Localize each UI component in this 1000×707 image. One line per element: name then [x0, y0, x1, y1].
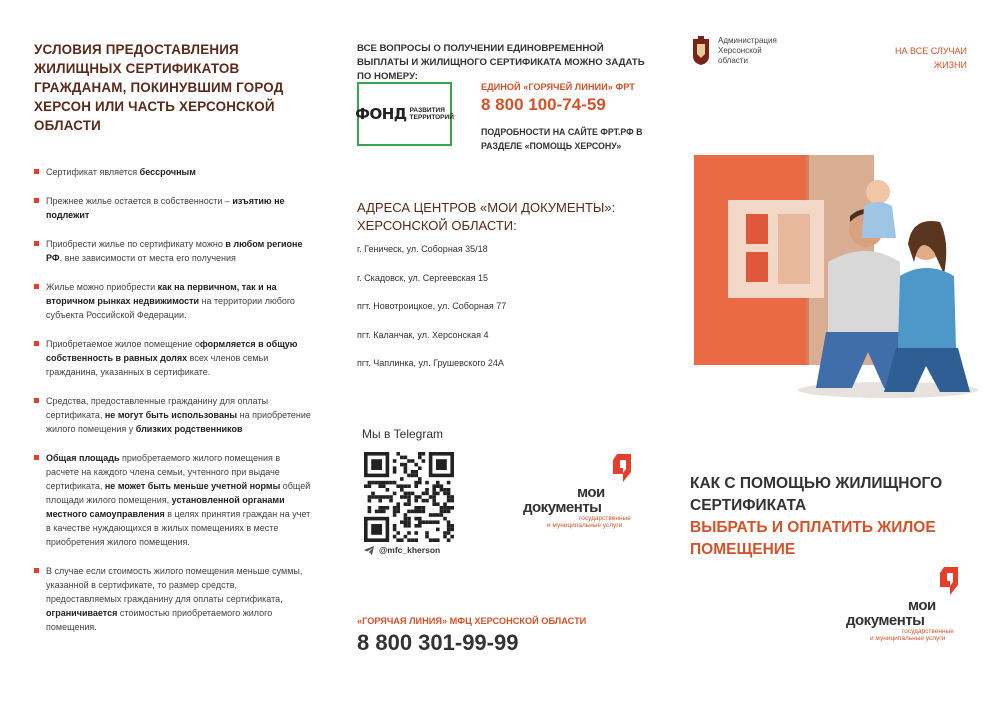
- condition-emphasis: Общая площадь: [46, 453, 120, 463]
- cover-panel: [666, 0, 1000, 707]
- condition-text: Сертификат является: [46, 167, 140, 177]
- bullet-square-icon: [34, 169, 39, 174]
- logo-tag-2: и муниципальные услуги: [870, 635, 946, 642]
- logo-word-moi: мои: [908, 597, 936, 614]
- condition-item: [34, 165, 313, 179]
- condition-text: Приобрести жилье по сертификату можно: [46, 239, 226, 249]
- condition-text: всех членов семьи гражданина, указанных в сертификате.: [46, 353, 269, 377]
- fond-logo-sub2: ТЕРРИТОРИЙ: [409, 114, 454, 121]
- frt-hotline-label: ЕДИНОЙ «ГОРЯЧЕЙ ЛИНИИ» ФРТ: [481, 82, 635, 92]
- condition-emphasis: установленной органами местного самоуправления: [46, 495, 285, 519]
- bullet-square-icon: [34, 241, 39, 246]
- condition-emphasis: в любом регионе РФ: [46, 239, 303, 263]
- condition-text: на приобретение жилого помещения у: [46, 410, 311, 434]
- condition-emphasis: близких родственников: [135, 424, 243, 434]
- slogan: НА ВСЕ СЛУЧАИ ЖИЗНИ: [894, 46, 967, 70]
- condition-text: Прежнее жилье остается в собственности –: [46, 196, 233, 206]
- questions-header: ВСЕ ВОПРОСЫ О ПОЛУЧЕНИИ ЕДИНОВРЕМЕННОЙ ВЫПЛАТЫ И ЖИЛИЩНОГО СЕРТИФИКАТА МОЖНО ЗАДАТЬ ПО НОМЕРУ:: [357, 43, 645, 82]
- addresses-list: [357, 244, 657, 387]
- condition-text: В случае если стоимость жилого помещения меньше суммы, указанной в сертификате, то размер средств, предоставляемых гражданину для оплаты сертификата,: [46, 566, 303, 604]
- cover-title: [690, 473, 990, 561]
- condition-item: [34, 194, 313, 222]
- moi-dokumenty-logo-cover: [846, 565, 976, 642]
- telegram-icon: [364, 546, 374, 555]
- condition-item: [34, 451, 313, 549]
- frt-site-info: ПОДРОБНОСТИ НА САЙТЕ ФРТ.РФ В РАЗДЕЛЕ «ПОМОЩЬ ХЕРСОНУ»: [481, 127, 643, 151]
- logo-tag-1: государственные: [902, 628, 954, 635]
- condition-text: приобретаемого жилого помещения в расчете на каждого члена семьи, учтенного при выдаче сертификата,: [46, 453, 281, 491]
- frt-hotline-number[interactable]: 8 800 100-74-59: [481, 95, 606, 114]
- logo-word-dokumenty: документы: [523, 499, 602, 516]
- cover-title-dark: КАК С ПОМОЩЬЮ ЖИЛИЩНОГО СЕРТИФИКАТА: [690, 475, 943, 514]
- contacts-panel: [333, 0, 666, 707]
- condition-emphasis: как на первичном, так и на вторичном рынках недвижимости: [46, 282, 277, 306]
- admin-text-line3: области: [718, 56, 748, 65]
- condition-emphasis: не могут быть использованы: [104, 410, 238, 420]
- address-item: пгт. Чаплинка, ул. Грушевского 24А: [357, 358, 504, 368]
- cover-title-accent: ВЫБРАТЬ И ОПЛАТИТЬ ЖИЛОЕ ПОМЕЩЕНИЕ: [690, 519, 936, 558]
- address-item: г. Скадовск, ул. Сергеевская 15: [357, 272, 489, 283]
- condition-text: Средства, предоставленные гражданину для оплаты сертификата,: [46, 396, 269, 420]
- condition-item: [34, 337, 313, 379]
- bullet-square-icon: [34, 568, 39, 573]
- condition-item: [34, 237, 313, 265]
- address-item: пгт. Новотроицкое, ул. Соборная 77: [357, 301, 507, 311]
- mfc-hotline-number[interactable]: 8 800 301-99-99: [357, 630, 519, 655]
- address-item: пгт. Каланчак, ул. Херсонская 4: [357, 329, 489, 340]
- condition-item: [34, 280, 313, 322]
- logo-word-moi: мои: [577, 484, 605, 501]
- address-item: г. Геническ, ул. Соборная 35/18: [357, 244, 488, 254]
- coat-of-arms-icon: [692, 36, 710, 66]
- bullet-square-icon: [34, 455, 39, 460]
- admin-text-line2: Херсонской: [718, 46, 762, 55]
- condition-emphasis: не может быть меньше учетной нормы: [104, 481, 281, 491]
- telegram-handle-text: @mfc_kherson: [379, 545, 441, 555]
- condition-text: Приобретаемое жилое помещение о: [46, 339, 200, 349]
- administration-block: [692, 36, 798, 66]
- conditions-title: УСЛОВИЯ ПРЕДОСТАВЛЕНИЯ ЖИЛИЩНЫХ СЕРТИФИКАТОВ ГРАЖДАНАМ, ПОКИНУВШИМ ГОРОД ХЕРСОН ИЛИ ЧАСТЬ ХЕРСОНСКОЙ ОБЛАСТИ: [34, 42, 284, 133]
- condition-text: стоимостью приобретаемого жилого помещения.: [46, 608, 273, 632]
- logo-word-dokumenty: документы: [846, 612, 925, 629]
- condition-text: общей площади жилого помещения,: [46, 481, 311, 505]
- conditions-panel: [0, 0, 333, 707]
- condition-emphasis: изъятию не подлежит: [46, 196, 285, 220]
- telegram-handle[interactable]: [364, 545, 440, 555]
- bullet-square-icon: [34, 198, 39, 203]
- mfc-hotline-label: «ГОРЯЧАЯ ЛИНИЯ» МФЦ ХЕРСОНСКОЙ ОБЛАСТИ: [357, 616, 587, 626]
- condition-text: на территории любого субъекта Российской Федерации.: [46, 296, 295, 320]
- fond-logo-sub1: РАЗВИТИЯ: [409, 107, 445, 114]
- admin-text-line1: Администрация: [718, 36, 777, 45]
- moi-dokumenty-mark-icon: [611, 452, 633, 486]
- condition-text: в целях принятия граждан на учет в качестве нуждающихся в жилых помещениях в месте приобретения жилого помещения.: [46, 509, 311, 547]
- condition-emphasis: формляется в общую собственность в равных долях: [46, 339, 298, 363]
- moi-dokumenty-mark-icon: [938, 565, 960, 599]
- condition-emphasis: бессрочным: [139, 167, 196, 177]
- logo-tag-1: государственные: [579, 515, 631, 522]
- condition-item: [34, 394, 313, 436]
- condition-text: Жилье можно приобрести: [46, 282, 158, 292]
- telegram-title: Мы в Telegram: [362, 427, 444, 441]
- fond-logo: [357, 82, 452, 146]
- bullet-square-icon: [34, 341, 39, 346]
- moi-dokumenty-logo: [523, 452, 643, 529]
- family-photo: [688, 152, 978, 402]
- bullet-square-icon: [34, 398, 39, 403]
- condition-item: [34, 564, 313, 634]
- condition-emphasis: ограничивается: [46, 608, 118, 618]
- logo-tag-2: и муниципальные услуги: [547, 522, 623, 529]
- bullet-square-icon: [34, 284, 39, 289]
- conditions-list: [34, 165, 313, 634]
- addresses-title: АДРЕСА ЦЕНТРОВ «МОИ ДОКУМЕНТЫ»: ХЕРСОНСКОЙ ОБЛАСТИ:: [357, 200, 616, 233]
- condition-text: , вне зависимости от места его получения: [59, 253, 236, 263]
- telegram-qr-code[interactable]: [364, 452, 454, 542]
- fond-logo-word: ФОНД: [355, 105, 407, 123]
